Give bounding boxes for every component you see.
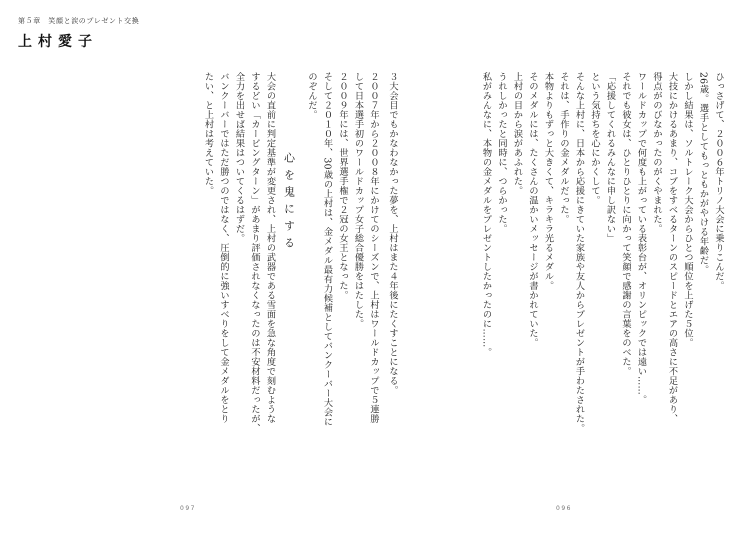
text-line: ３大会目でもかなわなかった夢を、上村はまた４年後にたくすことになる。 (387, 72, 398, 395)
text-line: それは、手作りの金メダルだった。 (558, 72, 569, 224)
text-line: して日本選手初のワールドカップ女子総合優勝をはたした。 (352, 72, 364, 329)
section-heading: 心を鬼にする (282, 152, 296, 254)
text-line: 大会の直前に判定基準が変更され、上村の武器である雪面を急な角度で刻むような (264, 72, 276, 424)
text-line: そのメダルには、たくさんの温かいメッセージが書かれていた。 (527, 72, 538, 348)
text-line: バンクーバーではただ勝つのではなく、圧倒的に強いすべりをして金メダルをとり (218, 72, 229, 424)
page-number-left: 097 (180, 505, 196, 512)
text-line: 上村の目から涙があふれた。 (511, 72, 523, 196)
text-line: 「応援してくれるみんなに申し訳ない」 (604, 72, 616, 243)
text-line: ワールドカップで何度も上がっている表彰台が、オリンピックでは遠い……。 (635, 72, 647, 405)
text-line: 全力を出せば結果はついてくるはずだ。 (233, 72, 245, 243)
text-line: 私がみんなに、本物の金メダルをプレゼントしたかったのに……。 (480, 72, 492, 357)
text-line: たい、と上村は考えていた。 (202, 72, 214, 196)
athlete-name: 上村愛子 (18, 34, 98, 50)
text-line: 大技にかけるあまり、コブをすべるターンのスピードとエアの高さに不足があり、 (666, 72, 678, 424)
text-line: それでも彼女は、ひとりひとりに向かって笑顔で感謝の言葉をのべた。 (620, 72, 631, 376)
text-line: そして２０１０年、30歳の上村は、金メダル最有力候補としてバンクーバー大会に (321, 72, 333, 427)
chapter-title: 第５章 笑顔と涙のプレゼント交換 (18, 17, 140, 25)
text-line: のぞんだ。 (306, 72, 317, 120)
right-page-body (426, 72, 726, 472)
text-line: という気持ちを心にかくして。 (589, 72, 600, 205)
text-line: しかし結果は、ソルトレーク大会からひとつ順位を上げた５位。 (682, 72, 693, 348)
left-page-body (200, 72, 400, 472)
text-line: 26歳。選手としてもっともかがやける年齢だ。 (697, 72, 709, 275)
text-line: 得点がのびなかったのがくやまれた。 (651, 72, 662, 234)
page-number-right: 096 (556, 505, 572, 512)
text-line: するどい「カービングターン」があまり評価されなくなったのは不安材料だったが、 (249, 72, 260, 433)
page-header (18, 16, 139, 51)
text-line: ひっさげて、２００６年トリノ大会に乗りこんだ。 (713, 72, 724, 291)
text-line: そんな上村に、日本から応援にきていた家族や友人からプレゼントが手わたされた。 (573, 72, 585, 433)
text-line: ２００９年には、世界選手権で２冠の女王となった。 (337, 72, 348, 300)
text-line: 本物よりもずっと大きくて、キラキラ光るメダル。 (542, 72, 554, 291)
text-line: ２００７年から２００８年にかけてのシーズンで、上村はワールドカップで５連勝 (368, 72, 379, 424)
text-line: うれしかったと同時に、つらかった。 (496, 72, 507, 234)
